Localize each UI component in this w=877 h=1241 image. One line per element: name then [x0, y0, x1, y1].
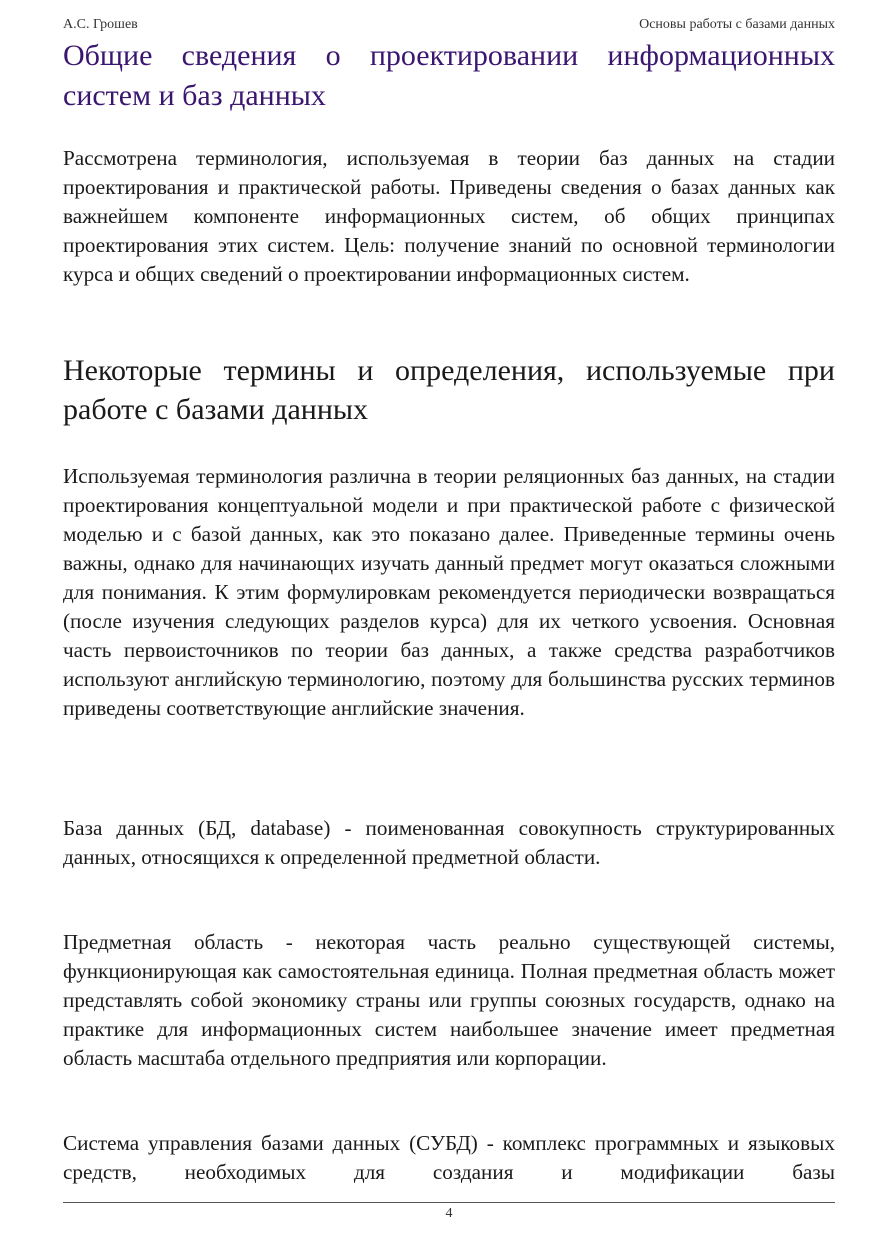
document-page [63, 0, 835, 1241]
running-header [63, 16, 835, 34]
header-author: А.С. Грошев [63, 17, 138, 32]
header-book-title: Основы работы с базами данных [639, 17, 835, 32]
page-number: 4 [445, 1206, 453, 1221]
footer-divider [63, 1202, 835, 1203]
paragraph-domain-definition: Предметная область - некоторая часть реально существующей системы, функционирующая как самостоятельная единица. Полная предметная область может представлять собой экономику страны или группы союзных государств, однако на практике для информационных систем наибольшее значение имеет предметная область масштаба отдельного предприятия или корпорации. [63, 930, 835, 1070]
section-title: Некоторые термины и определения, используемые при работе с базами данных [63, 354, 835, 426]
chapter-title: Общие сведения о проектировании информационных систем и баз данных [63, 39, 835, 112]
chapter-abstract: Рассмотрена терминология, используемая в теории баз данных на стадии проектирования и практической работы. Приведены сведения о базах данных как важнейшем компоненте информационных систем, об общих принципах проектирования этих систем. Цель: получение знаний по основной терминологии курса и общих сведений о проектировании информационных систем. [63, 146, 835, 286]
paragraph-database-definition: База данных (БД, database) - поименованная совокупность структурированных данных, относящихся к определенной предметной области. [63, 816, 835, 869]
paragraph-dbms-definition: Система управления базами данных (СУБД) - комплекс программных и языковых средств, необходимых для создания и модификации базы [63, 1131, 835, 1184]
paragraph-terminology: Используемая терминология различна в теории реляционных баз данных, на стадии проектирования концептуальной модели и при практической работе с физической моделью и с базой данных, как это показано далее. Приведенные термины очень важны, однако для начинающих изучать данный предмет могут оказаться сложными для понимания. К этим формулировкам рекомендуется периодически возвращаться (после изучения следующих разделов курса) для их четкого усвоения. Основная часть первоисточников по теории баз данных, а также средства разработчиков используют английскую терминологию, поэтому для большинства русских терминов приведены соответствующие английские значения. [63, 464, 835, 720]
